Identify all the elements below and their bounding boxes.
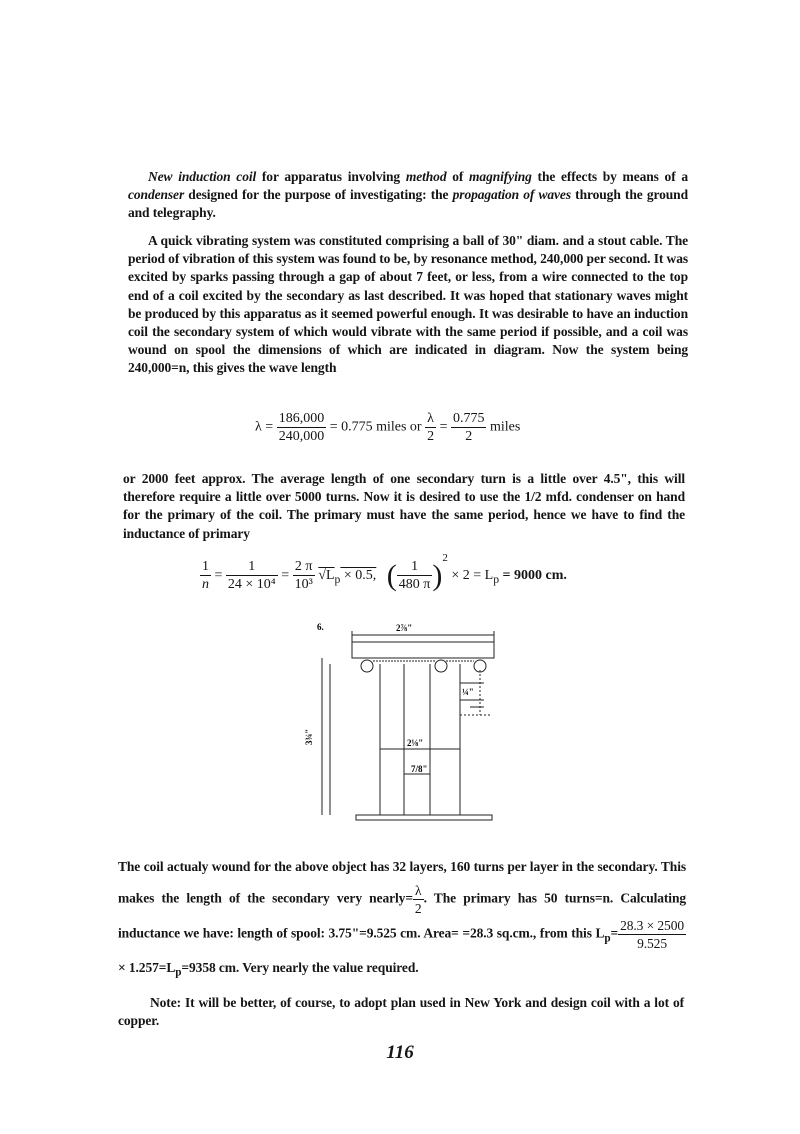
numerator: 1 [202, 559, 209, 575]
denominator: 9.525 [637, 936, 667, 951]
text-run: through the ground and telegraphy. [128, 187, 688, 221]
numerator: λ [425, 410, 436, 428]
fraction [397, 558, 433, 593]
fraction [200, 558, 211, 593]
equation-part: × 0.5, [340, 568, 377, 583]
denominator: 2 [465, 429, 473, 444]
core-width-label: 7/8" [411, 764, 428, 774]
coil-left [361, 660, 373, 672]
spool-drawing [300, 615, 700, 825]
right-paren: ) [432, 558, 443, 592]
equation-part: = [281, 568, 290, 583]
denominator: n [202, 577, 209, 593]
denominator: 24 × 10⁴ [227, 577, 276, 593]
numerator: 1 [226, 558, 278, 576]
equation-part: √L [318, 568, 335, 583]
text-run: for apparatus involving [256, 169, 406, 184]
bottom-plate [356, 815, 492, 820]
text-run: × 1.257=L [118, 960, 176, 976]
equation-part: × 2 = L [447, 568, 494, 583]
secondary-turn-paragraph: or 2000 feet approx. The average length of one secondary turn is a little over 4.5", this will therefore require a little over 5000 turns. Now it is desired to use the 1/2 mfd. condenser on hand for the primary of the coil. The primary must have the same period, hence we have to find the inductance of primary [123, 471, 685, 541]
note-text: It will be better, of course, to adopt plan used in New York and design coil with a lot of copper. [118, 995, 684, 1029]
text-run: New induction coil [148, 169, 257, 184]
equation-part: λ = [255, 419, 274, 435]
equation-part: = [439, 419, 448, 435]
note-label: Note: [150, 995, 181, 1010]
coil-actualy-paragraph [118, 852, 686, 988]
page-number: 116 [386, 1042, 414, 1063]
text-run: of [446, 169, 470, 184]
wavelength-equation [255, 410, 520, 445]
denominator: 240,000 [278, 429, 325, 444]
equation-part: = 9000 cm. [499, 568, 567, 583]
subscript: p [334, 572, 341, 586]
denominator: 2 [427, 429, 435, 444]
denominator: 10³ [294, 577, 313, 593]
text-run: designed for the purpose of investigating: the [184, 187, 453, 203]
right-dim-label: ¼" [462, 687, 474, 697]
equation-part: miles [489, 419, 521, 435]
quick-vibrating-paragraph: A quick vibrating system was constituted comprising a ball of 30" diam. and a stout cable. The period of vibration of this system was found to be, by resonance method, 240,000 per second. It was excited by sparks passing through a gap of about 7 feet, or less, from a wire connected to the top end of a coil excited by the secondary as last described. It was hoped that stationary waves might be produced by this apparatus as it seemed powerful enough. It was desirable to have an induction coil the secondary system of which would vibrate with the same period if possible, and a coil was wound on spool the dimensions of which are indicated in diagram. Now the system being 240,000=n, this gives the wave length [128, 233, 688, 376]
text-run: . The primary has 50 turns=n. Calculating inductance we have: length of spool: 3.75"=9.525 cm. Area= =28.3 sq.cm., from this L [118, 890, 687, 941]
top-plate [352, 642, 494, 658]
inner-width-label: 2⅛" [407, 738, 424, 748]
fraction [277, 410, 327, 445]
height-label: 3¾" [304, 728, 314, 745]
equation-part: = [214, 568, 223, 583]
equation-part: = 0.775 miles or [329, 419, 422, 435]
fraction [451, 410, 487, 445]
left-paren: ( [386, 558, 397, 592]
fraction [425, 410, 436, 445]
root-term [318, 568, 377, 586]
top-width-label: 2⅞" [396, 623, 413, 633]
spool-diagram [300, 615, 700, 830]
numerator: 1 [397, 558, 433, 576]
inductance-equation [200, 552, 567, 593]
fraction [293, 558, 315, 593]
fraction [413, 882, 424, 917]
numerator: 186,000 [278, 411, 325, 426]
text-run: method [405, 169, 447, 184]
text-run: The coil actualy wound for the above object has 32 layers, 160 turns per layer in the secondary. This makes the length of the secondary very nearly= [118, 859, 686, 906]
text-run: the effects by means of a [531, 169, 688, 184]
intro-paragraph [128, 168, 688, 223]
text-run: =9358 cm. [181, 960, 240, 976]
exponent: 2 [442, 552, 448, 564]
fraction [226, 558, 278, 593]
denominator: 480 π [398, 577, 431, 593]
text-run: condenser [128, 187, 185, 203]
numerator: 0.775 [452, 411, 485, 426]
denominator: 2 [414, 901, 422, 916]
subscript: p [604, 932, 611, 945]
coil-center [435, 660, 447, 672]
figure-number: 6. [317, 622, 324, 632]
numerator: 2 π [293, 558, 315, 576]
note-paragraph [118, 994, 684, 1030]
fraction [618, 917, 686, 952]
text-run: magnifying [469, 169, 532, 184]
text-run: Very nearly the value required. [239, 960, 419, 976]
numerator: λ [413, 882, 424, 900]
numerator: 28.3 × 2500 [620, 918, 684, 933]
subscript: p [175, 966, 182, 979]
text-run: propagation of waves [452, 187, 571, 203]
subscript: p [493, 572, 500, 586]
text-run: = [610, 925, 619, 941]
